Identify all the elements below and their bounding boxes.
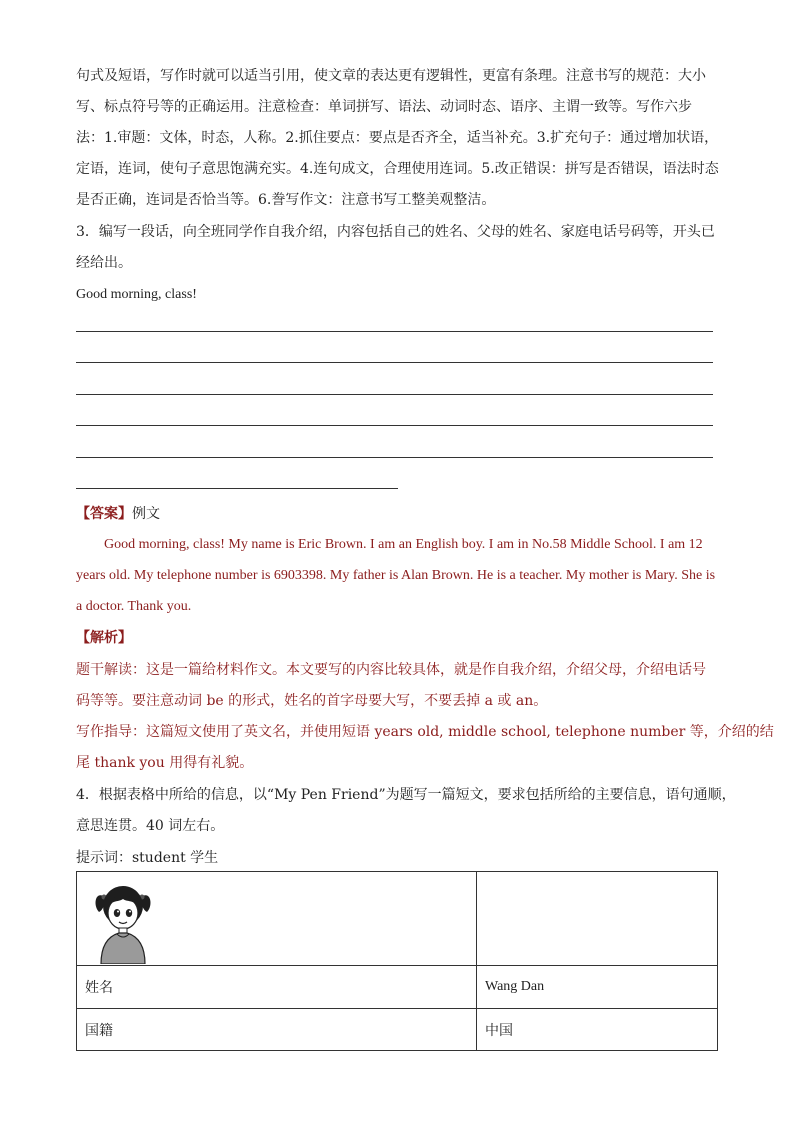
- table-label-cell: 姓名: [77, 966, 477, 1009]
- table-row: [77, 966, 718, 1009]
- analysis-line-4: 尾 thank you 用得有礼貌。: [76, 755, 254, 771]
- table-label-cell: 国籍: [77, 1009, 477, 1051]
- intro-line-1: 句式及短语，写作时就可以适当引用，使文章的表达更有逻辑性，更富有条理。注意书写的规范：大小: [76, 68, 706, 84]
- info-table: [76, 871, 718, 1051]
- analysis-line-1: 题干解读：这是一篇给材料作文。本文要写的内容比较具体，就是作自我介绍，介绍父母，介绍电话号: [76, 662, 706, 678]
- analysis-tag: 【解析】: [76, 630, 132, 646]
- writing-line[interactable]: [76, 394, 713, 395]
- answer-heading: [76, 504, 160, 524]
- table-value-cell: Wang Dan: [477, 966, 718, 1009]
- q4-line-1: 4．根据表格中所给的信息，以“My Pen Friend”为题写一篇短文，要求包括所给的主要信息，语句通顺，: [76, 787, 736, 803]
- girl-illustration: [91, 880, 155, 964]
- writing-line[interactable]: [76, 457, 713, 458]
- q3-opening: Good morning, class!: [76, 287, 197, 302]
- q3-line-2: 经给出。: [76, 255, 132, 271]
- answer-line-2: years old. My telephone number is 6903398. My father is Alan Brown. He is a teacher. My mother is Mary. She is: [76, 568, 716, 583]
- answer-line-1: Good morning, class! My name is Eric Brown. I am an English boy. I am in No.58 Middle School. I am 12: [104, 537, 703, 552]
- q3-line-1: 3．编写一段话，向全班同学作自我介绍，内容包括自己的姓名、父母的姓名、家庭电话号码等，开头已: [76, 224, 715, 240]
- answer-title: 例文: [132, 506, 160, 522]
- intro-line-3: 法：1.审题：文体，时态，人称。2.抓住要点：要点是否齐全，适当补充。3.扩充句子：通过增加状语，: [76, 130, 719, 146]
- writing-line[interactable]: [76, 331, 713, 332]
- photo-cell: [77, 872, 477, 966]
- empty-cell: [477, 872, 718, 966]
- writing-line[interactable]: [76, 488, 398, 489]
- writing-line[interactable]: [76, 362, 713, 363]
- table-row: [77, 1009, 718, 1051]
- intro-line-5: 是否正确，连词是否恰当等。6.誊写作文：注意书写工整美观整洁。: [76, 192, 496, 208]
- analysis-line-2: 码等等。要注意动词 be 的形式，姓名的首字母要大写，不要丢掉 a 或 an。: [76, 693, 548, 709]
- q4-hint: 提示词：student 学生: [76, 850, 219, 866]
- answer-tag: 【答案】: [76, 506, 132, 522]
- analysis-line-3: 写作指导：这篇短文使用了英文名，并使用短语 years old, middle school, telephone number 等，介绍的结: [76, 724, 774, 740]
- answer-line-3: a doctor. Thank you.: [76, 599, 192, 614]
- intro-line-2: 写、标点符号等的正确运用。注意检查：单词拼写、语法、动词时态、语序、主谓一致等。写作六步: [76, 99, 692, 115]
- table-row: [77, 872, 718, 966]
- writing-line[interactable]: [76, 425, 713, 426]
- intro-line-4: 定语，连词，使句子意思饱满充实。4.连句成文，合理使用连词。5.改正错误：拼写是否错误，语法时态: [76, 161, 719, 177]
- table-value-cell: 中国: [477, 1009, 718, 1051]
- q4-line-2: 意思连贯。40 词左右。: [76, 818, 225, 834]
